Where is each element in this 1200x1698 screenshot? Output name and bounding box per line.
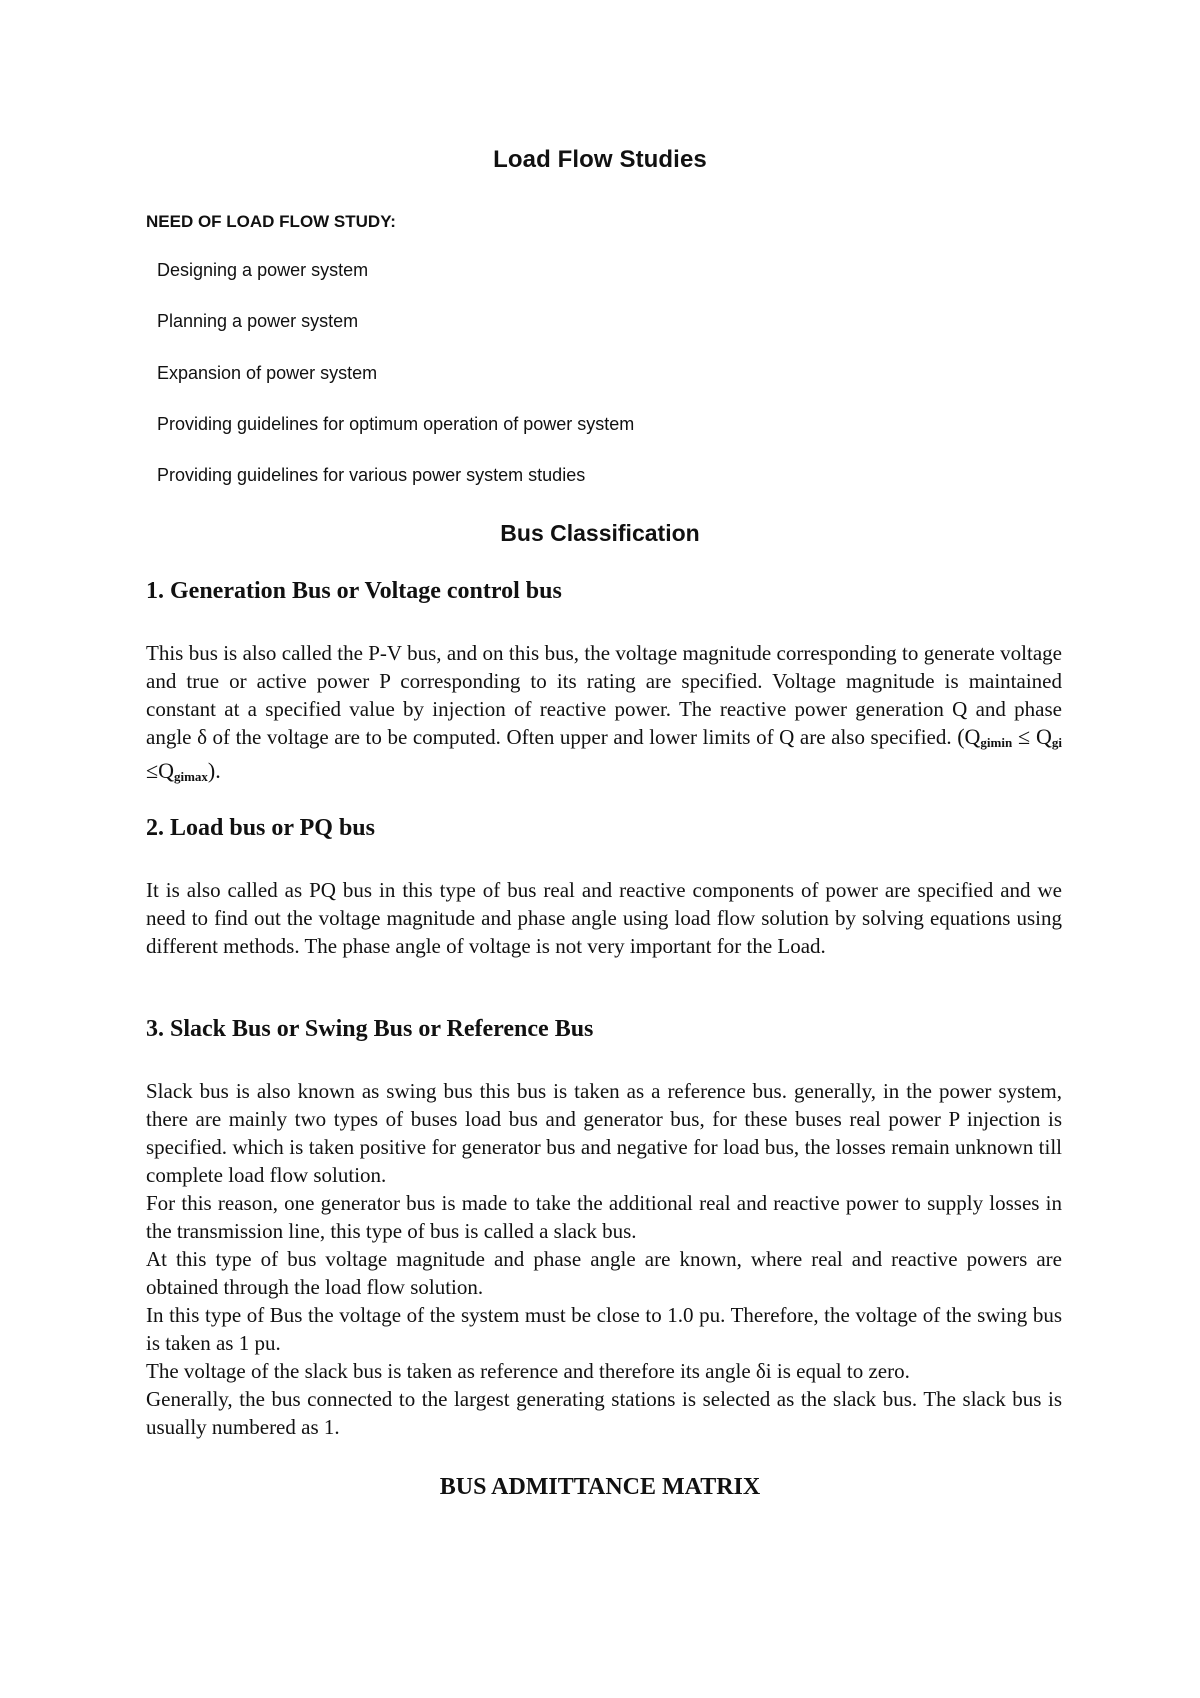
- load-bus-text: It is also called as PQ bus in this type of bus real and reactive components of power are specified and we need to find out the voltage magnitude and phase angle using load flow solution by solving equations using different methods. The phase angle of voltage is not very important for the Load.: [146, 878, 1062, 958]
- formula-part: (Q: [957, 724, 981, 749]
- generation-bus-text: This bus is also called the P-V bus, and on this bus, the voltage magnitude corresponding to generate voltage and true or active power P corresponding to its rating are specified. Voltage magnitude is maintained constant at a specified value by injection of reactive power. The reactive power generation Q and phase angle δ of the voltage are to be computed. Often upper and lower limits of Q are also specified.: [146, 641, 1062, 749]
- formula-subscript: gimax: [173, 769, 208, 784]
- need-item: Providing guidelines for optimum operation of power system: [157, 414, 635, 434]
- page-title: Load Flow Studies: [493, 146, 707, 173]
- formula-part: ≤Q: [146, 758, 174, 783]
- bus-admittance-matrix-title: BUS ADMITTANCE MATRIX: [439, 1474, 761, 1500]
- need-item: Providing guidelines for various power system studies: [157, 465, 586, 485]
- formula-subscript: gimin: [980, 735, 1013, 750]
- formula-subscript: gi: [1051, 735, 1062, 750]
- formula-part: ).: [207, 758, 221, 783]
- generation-bus-heading: 1. Generation Bus or Voltage control bus: [146, 578, 562, 604]
- slack-bus-paragraphs: [146, 1077, 1062, 1441]
- load-bus-heading: 2. Load bus or PQ bus: [146, 815, 375, 841]
- formula-part: ≤ Q: [1012, 724, 1052, 749]
- need-item: Planning a power system: [157, 311, 359, 331]
- slack-bus-text: Generally, the bus connected to the largest generating stations is selected as the slack bus. The slack bus is usually numbered as 1.: [146, 1387, 1062, 1439]
- slack-bus-text: The voltage of the slack bus is taken as reference and therefore its angle δi is equal to zero.: [146, 1359, 910, 1383]
- generation-bus-paragraph: [146, 639, 1062, 791]
- load-bus-paragraph: [146, 876, 1062, 960]
- slack-bus-text: At this type of bus voltage magnitude and phase angle are known, where real and reactive powers are obtained through the load flow solution.: [146, 1247, 1062, 1299]
- slack-bus-text: Slack bus is also known as swing bus this bus is taken as a reference bus. generally, in the power system, there are mainly two types of buses load bus and generator bus, for these buses real power P injection is specified. which is taken positive for generator bus and negative for load bus, the losses remain unknown till complete load flow solution.: [146, 1079, 1062, 1187]
- need-item: Designing a power system: [157, 260, 369, 280]
- need-heading: NEED OF LOAD FLOW STUDY:: [146, 212, 396, 231]
- need-item: Expansion of power system: [157, 363, 378, 383]
- slack-bus-text: In this type of Bus the voltage of the system must be close to 1.0 pu. Therefore, the voltage of the swing bus is taken as 1 pu.: [146, 1303, 1062, 1355]
- slack-bus-heading: 3. Slack Bus or Swing Bus or Reference Bus: [146, 1016, 594, 1042]
- slack-bus-text: For this reason, one generator bus is made to take the additional real and reactive power to supply losses in the transmission line, this type of bus is called a slack bus.: [146, 1191, 1062, 1243]
- section-title-bus-classification: Bus Classification: [500, 520, 700, 546]
